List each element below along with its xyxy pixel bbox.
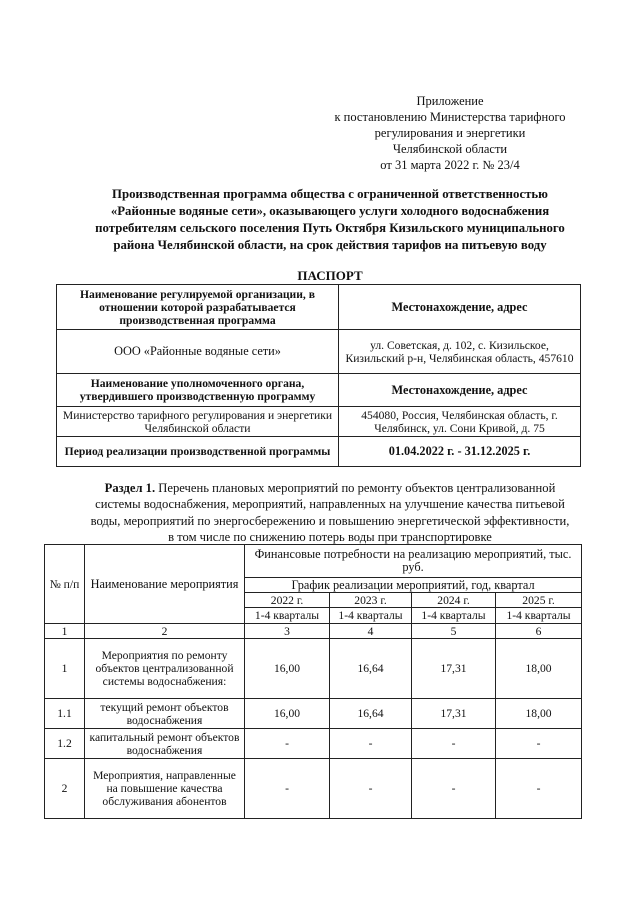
section1-label: Раздел 1.: [104, 481, 156, 495]
row-name: Мероприятия по ремонту объектов централизованной системы водоснабжения:: [85, 639, 245, 699]
heading-line: «Районные водяные сети», оказывающего услуги холодного водоснабжения: [110, 204, 550, 218]
col-num-header: № п/п: [45, 545, 85, 624]
col-schedule-header: График реализации мероприятий, год, квартал: [245, 578, 582, 593]
row-value: -: [245, 729, 330, 759]
row-value: -: [412, 729, 496, 759]
row-name: Мероприятия, направленные на повышение качества обслуживания абонентов: [85, 759, 245, 819]
org-address-cell: ул. Советская, д. 102, с. Кизильское, Кизильский р-н, Челябинская область, 457610: [339, 330, 581, 374]
document-heading: [60, 186, 600, 254]
row-value: 16,64: [330, 699, 412, 729]
table-row: [45, 759, 582, 819]
index-cell: 4: [330, 624, 412, 639]
period-value-cell: 01.04.2022 г. - 31.12.2025 г.: [339, 437, 581, 467]
row-value: 16,00: [245, 699, 330, 729]
org-header-cell: Наименование регулируемой организации, в отношении которой разрабатывается производственная программа: [57, 285, 339, 330]
quarter-cell: 1-4 кварталы: [496, 608, 582, 624]
appendix-block: [300, 93, 600, 173]
row-value: -: [496, 759, 582, 819]
section1-line: в том числе по снижению потерь воды при транспортировке: [168, 529, 492, 544]
year-cell: 2023 г.: [330, 593, 412, 608]
section1-text: Перечень плановых мероприятий по ремонту объектов централизованной: [155, 481, 556, 495]
row-value: -: [330, 759, 412, 819]
quarter-cell: 1-4 кварталы: [245, 608, 330, 624]
year-cell: 2024 г.: [412, 593, 496, 608]
authority-name-cell: Министерство тарифного регулирования и энергетики Челябинской области: [57, 407, 339, 437]
authority-location-header-cell: Местонахождение, адрес: [339, 374, 581, 407]
appendix-line: от 31 марта 2022 г. № 23/4: [380, 158, 520, 172]
row-name: капитальный ремонт объектов водоснабжения: [85, 729, 245, 759]
row-num: 1.2: [45, 729, 85, 759]
authority-address-cell: 454080, Россия, Челябинская область, г. Челябинск, ул. Сони Кривой, д. 75: [339, 407, 581, 437]
index-cell: 2: [85, 624, 245, 639]
index-cell: 1: [45, 624, 85, 639]
passport-table: [56, 284, 581, 467]
row-value: 16,00: [245, 639, 330, 699]
row-num: 2: [45, 759, 85, 819]
row-num: 1.1: [45, 699, 85, 729]
location-header-cell: Местонахождение, адрес: [339, 285, 581, 330]
section1-title: [60, 480, 600, 545]
heading-line: района Челябинской области, на срок действия тарифов на питьевую воду: [113, 238, 547, 252]
appendix-line: к постановлению Министерства тарифного: [334, 110, 566, 124]
row-name: текущий ремонт объектов водоснабжения: [85, 699, 245, 729]
index-row: [45, 624, 582, 639]
table-row: [45, 639, 582, 699]
row-value: 17,31: [412, 699, 496, 729]
appendix-line: регулирования и энергетики: [374, 126, 526, 140]
row-value: -: [412, 759, 496, 819]
row-value: -: [245, 759, 330, 819]
row-value: -: [496, 729, 582, 759]
col-finance-header: Финансовые потребности на реализацию мероприятий, тыс. руб.: [245, 545, 582, 578]
quarter-cell: 1-4 кварталы: [330, 608, 412, 624]
row-value: 16,64: [330, 639, 412, 699]
appendix-line: Челябинской области: [392, 142, 508, 156]
row-value: -: [330, 729, 412, 759]
section1-line: воды, мероприятий по энергосбережению и повышению энергетической эффективности,: [90, 513, 570, 528]
row-num: 1: [45, 639, 85, 699]
authority-header-cell: Наименование уполномоченного органа, утвердившего производственную программу: [57, 374, 339, 407]
index-cell: 3: [245, 624, 330, 639]
section1-table: [44, 544, 582, 819]
index-cell: 6: [496, 624, 582, 639]
table-row: [45, 699, 582, 729]
section1-line: [60, 480, 600, 496]
row-value: 18,00: [496, 639, 582, 699]
org-name-cell: ООО «Районные водяные сети»: [57, 330, 339, 374]
appendix-line: Приложение: [416, 94, 484, 108]
row-value: 17,31: [412, 639, 496, 699]
col-name-header: Наименование мероприятия: [85, 545, 245, 624]
heading-line: Производственная программа общества с ограниченной ответственностью: [112, 187, 548, 201]
quarter-cell: 1-4 кварталы: [412, 608, 496, 624]
year-cell: 2025 г.: [496, 593, 582, 608]
period-label-cell: Период реализации производственной программы: [57, 437, 339, 467]
table-row: [45, 729, 582, 759]
index-cell: 5: [412, 624, 496, 639]
year-cell: 2022 г.: [245, 593, 330, 608]
passport-title: ПАСПОРТ: [297, 268, 363, 283]
row-value: 18,00: [496, 699, 582, 729]
heading-line: потребителям сельского поселения Путь Октября Кизильского муниципального: [95, 221, 565, 235]
section1-line: системы водоснабжения, мероприятий, направленных на улучшение качества питьевой: [95, 497, 565, 512]
